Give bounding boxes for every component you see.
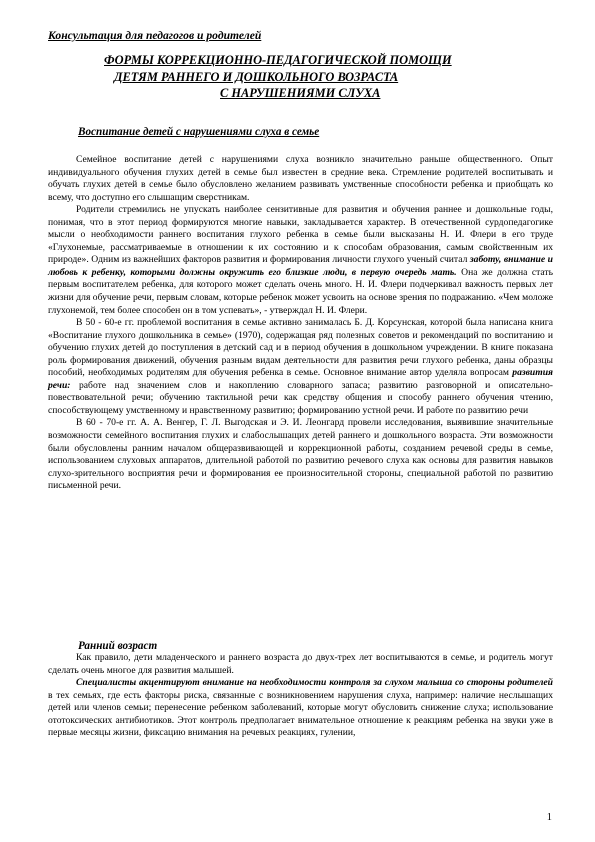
paragraph-2-emphasis: заботу, внимание и любовь к ребенку, которыми должны окружить его близкие люди, в первую очередь мать. (48, 254, 553, 278)
section-heading-family: Воспитание детей с нарушениями слуха в семье (78, 126, 320, 138)
section-early-age-body (48, 652, 553, 740)
paragraph-3-emphasis: развития речи: (48, 367, 553, 391)
paragraph-2 (48, 204, 553, 317)
paragraph-2-text-b: Она же должна стать первым воспитателем ребенка, для которого может сделать очень много. Н. И. Флери подчеркивал важность первых лет жизни для обучение речи, первым словам, которые ребенок может усвоить на основе зрения по подражанию. «Чем моложе глухонемой, тем более способен он в том успевать», - утверждал Н. И. Флери. (48, 266, 554, 316)
paragraph-6-text: в тех семьях, где есть факторы риска, связанные с возникновением нарушения слуха, например: наличие неслышащих детей или членов семьи; перенесение ребенком заболеваний, которые могут обусловить снижение слуха; использование ототоксических антибиотиков. Этот контроль предполагает внимательное отношение к реакциям ребенка на звуки уже в первые месяцы жизни, фиксацию внимания на речевых реакциях, гулении, (48, 689, 553, 739)
paragraph-6-emphasis: Специалисты акцентируют внимание на необходимости контроля за слухом малыша со стороны родителей (76, 677, 553, 689)
consultation-label: Консультация для педагогов и родителей (48, 29, 262, 42)
page-number: 1 (546, 812, 552, 823)
document-title (60, 52, 540, 102)
paragraph-4: В 60 - 70-е гг. А. А. Венгер, Г. Л. Выгодская и Э. И. Леонгард провели исследования, выявившие значительные возможности семейного воспитания глухих и слабослышащих детей раннего и дошкольного возраста. Эти возможности были обусловлены ранним началом общеразвивающей и коррекционной работы, созданием речевой среды в семье, использованием слуховых аппаратов, длительной работой по развитию речевого слуха как основы для развития навыков слухо-зрительного восприятия речи и формирования ее произносительной стороны, специальной работой по развитию письменной речи. (48, 417, 553, 492)
paragraph-3-text-a: В 50 - 60-е гг. проблемой воспитания в семье активно занималась Б. Д. Корсунская, которой была написана книга «Воспитание глухого дошкольника в семье» (1970), содержащая ряд полезных советов и рекомендаций по воспитанию и обучению глухих детей до поступления в детский сад и в период обучения в дошкольном учреждении. В книге показана роль формирования движений, обучения разным видам деятельности для развития речи глухого ребенка, даны образцы пособий, необходимых родителям для обучения ребенка в семье. Основное внимание автор уделяла вопросам (48, 317, 553, 379)
paragraph-3 (48, 317, 553, 417)
section-heading-early-age: Ранний возраст (78, 640, 158, 652)
title-line-3: С НАРУШЕНИЯМИ СЛУХА (220, 86, 381, 100)
paragraph-6 (48, 677, 553, 740)
paragraph-1: Семейное воспитание детей с нарушениями слуха возникло значительно раньше общественного. Опыт индивидуального обучения глухих детей в семье был известен в средние века. Стремление родителей воспитывать и обучать глухих детей в семье было обусловлено желанием развивать умственные способности ребенка и приобщать ко всему, что доступно его слышащим сверстникам. (48, 154, 553, 203)
section-family-body (48, 154, 553, 493)
paragraph-5: Как правило, дети младенческого и раннего возраста до двух-трех лет воспитываются в семье, и родитель могут сделать очень многое для развития малышей. (48, 652, 553, 676)
title-line-1: ФОРМЫ КОРРЕКЦИОННО-ПЕДАГОГИЧЕСКОЙ ПОМОЩИ (104, 53, 452, 67)
title-line-2: ДЕТЯМ РАННЕГО И ДОШКОЛЬНОГО ВОЗРАСТА (114, 69, 399, 84)
paragraph-2-text-a: Родители стремились не упускать наиболее сензитивные для развития и обучения раннее и дошкольные годы, понимая, что в этот период формируются многие навыки, закладывается характер. В отечественной сурдопедагогике мысли о необходимости раннего воспитания глухого ребенка в семье были высказаны Н. И. Флери в его труде «Глухонемые, рассматриваемые в отношении к их состоянию и к способам образования, самым свойственным их природе». Одним из важнейших факторов развития и формирования личности глухого ученый считал (48, 204, 553, 266)
paragraph-3-text-b: работе над значением слов и накоплению словарного запаса; развитию разговорной и описательно-повествовательной речи; обучению тактильной речи как средству общения и способу раннего обучения чтению, способствующему умственному и нравственному развитию; формированию устной речи. И работе по развитию речи (48, 379, 553, 416)
